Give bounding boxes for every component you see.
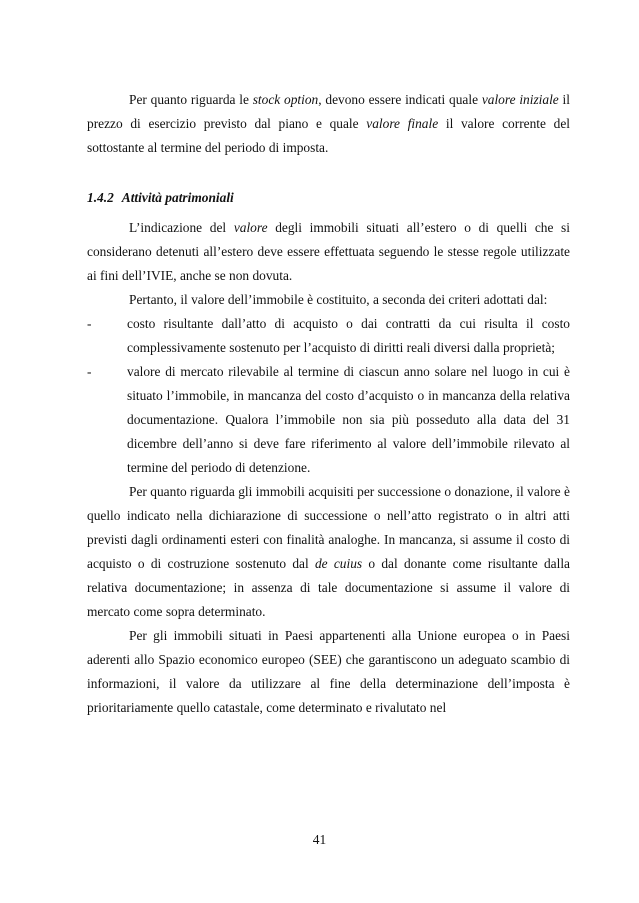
paragraph-valore: [87, 216, 570, 288]
criteria-list: [87, 312, 570, 480]
section-number: 1.4.2: [87, 190, 114, 205]
paragraph-pertanto: Pertanto, il valore dell’immobile è costituito, a seconda dei criteri adottati dal:: [129, 292, 548, 307]
text-run: o dal donante come risultante dalla relativa documentazione; in assenza di tale documentazione si assume il valore di mercato come sopra determinato.: [87, 556, 570, 619]
list-marker: -: [87, 364, 92, 379]
italic-term: valore: [233, 220, 268, 235]
text-run: L’indicazione del: [129, 220, 234, 235]
text-run: il prezzo di esercizio previsto dal piano e quale: [87, 92, 570, 131]
text-run: Per quanto riguarda gli immobili acquisiti per successione o donazione, il valore è quello indicato nella dichiarazione di successione o nell’atto registrato o in altri atti previsti dagli ordinamenti esteri con finalità analoghe. In mancanza, si assume il costo di acquisto o di costruzione sostenuto dal: [87, 484, 570, 571]
paragraph-paesi-ue: Per gli immobili situati in Paesi appartenenti alla Unione europea o in Paesi aderenti allo Spazio economico europeo (SEE) che garantiscono un adeguato scambio di informazioni, il valore da utilizzare al fine della determinazione dell’imposta è prioritariamente quello catastale, come determinato e rivalutato nel: [87, 628, 570, 715]
list-item-text: costo risultante dall’atto di acquisto o dai contratti da cui risulta il costo complessivamente sostenuto per l’acquisto di diritti reali diversi dalla proprietà;: [127, 316, 570, 355]
section-title: Attività patrimoniali: [121, 190, 234, 205]
paragraph-successione: [87, 480, 570, 624]
paragraph-stock-option: [87, 88, 570, 160]
section-heading: [87, 186, 570, 210]
list-item: [87, 360, 570, 480]
text-run: Per quanto riguarda le: [129, 92, 253, 107]
italic-term: stock option: [252, 92, 319, 107]
italic-term: valore iniziale: [481, 92, 559, 107]
italic-term: valore finale: [366, 116, 439, 131]
page-number: 41: [312, 832, 327, 847]
list-marker: -: [87, 316, 92, 331]
text-run: il valore corrente del sottostante al termine del periodo di imposta.: [87, 116, 570, 155]
italic-term: de cuius: [314, 556, 363, 571]
text-run: degli immobili situati all’estero o di quelli che si considerano detenuti all’estero deve essere effettuata seguendo le stesse regole utilizzate ai fini dell’IVIE, anche se non dovuta.: [87, 220, 570, 283]
list-item: [87, 312, 570, 360]
document-page: [87, 88, 570, 720]
text-run: , devono essere indicati quale: [318, 92, 482, 107]
list-item-text: valore di mercato rilevabile al termine di ciascun anno solare nel luogo in cui è situato l’immobile, in mancanza del costo d’acquisto o in mancanza della relativa documentazione. Qualora l’immobile non sia più posseduto alla data del 31 dicembre dell’anno si deve fare riferimento al valore dell’immobile rilevato al termine del periodo di detenzione.: [127, 364, 570, 475]
